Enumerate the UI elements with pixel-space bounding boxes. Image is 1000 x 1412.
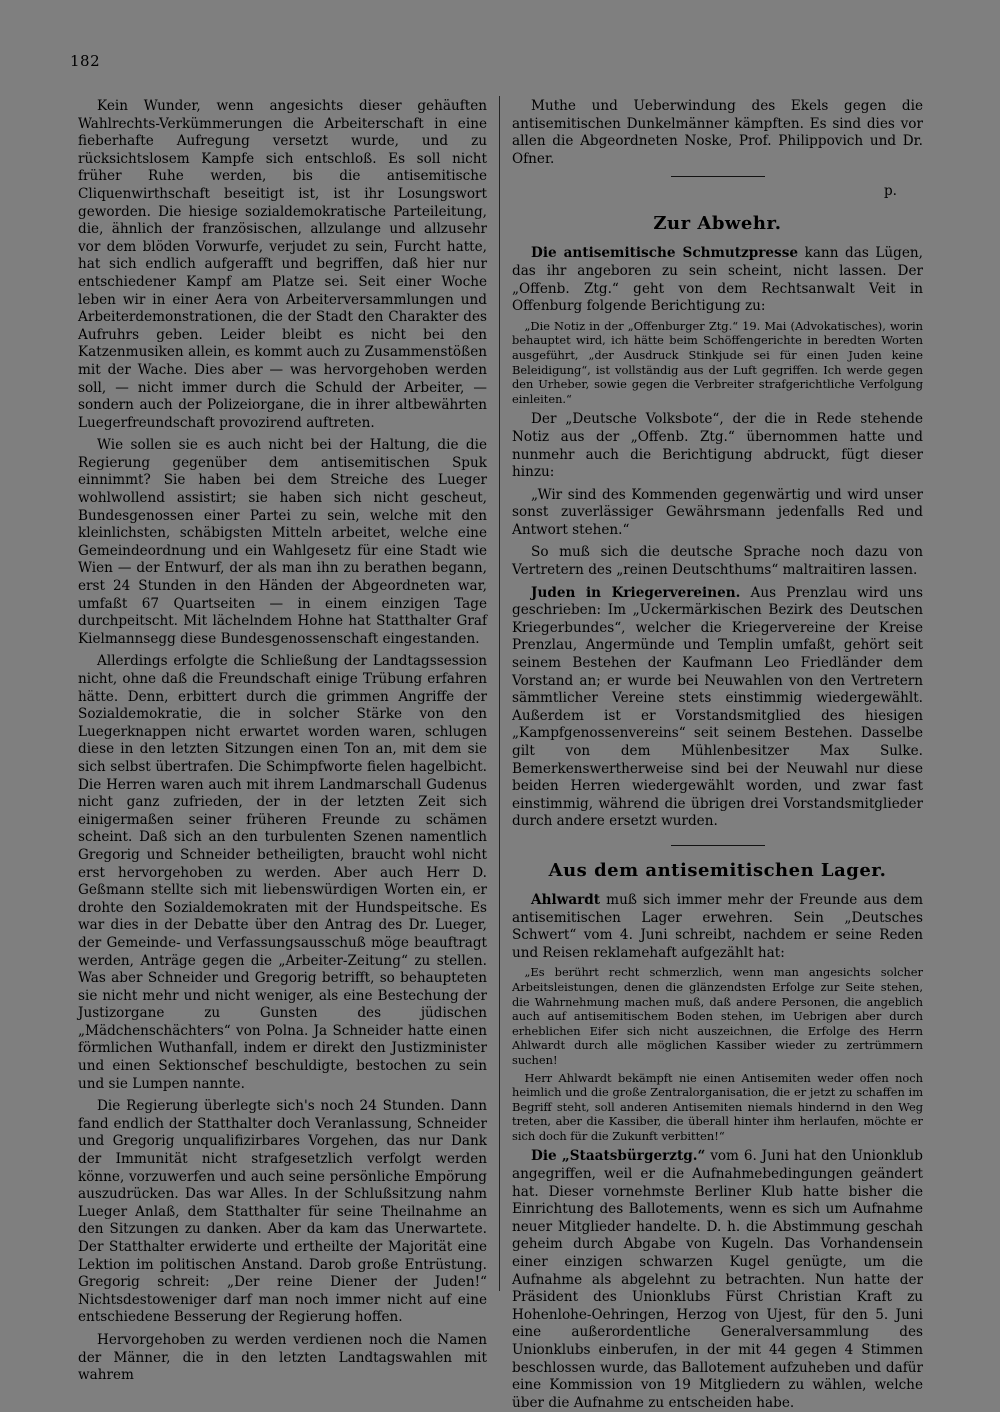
paragraph: Die Regierung überlegte sich's noch 24 Stunden. Dann fand endlich der Statthalter doch Veranlassung, Schneider und Gregorig unqualifizirbares Vorgehen, das nur Dank der Immunität nicht strafgesetzlich verfolgt werden könne, vorzuwerfen und auch seine persönliche Empörung auszudrücken. Das war Alles. In der Schlußsitzung nahm Lueger Anlaß, dem Statthalter für seine Theilnahme an den Sitzungen zu danken. Aber da kam das Unerwartete. Der Statthalter erwiderte und ertheilte der Majorität eine Lektion im politischen Anstand. Darob große Entrüstung. Gregorig schreit: „Der reine Diener der Juden!“ Nichtsdestoweniger darf man noch immer nicht auf eine entschiedene Besserung der Regierung hoffen.	[78, 1098, 487, 1326]
column-divider	[499, 96, 500, 1291]
paragraph-continued: Muthe und Ueberwindung des Ekels gegen die antisemitischen Dunkelmänner kämpften. Es sind dies vor allen die Abgeordneten Noske, Prof. Philippovich und Dr. Ofner.	[512, 98, 923, 167]
author-signature: p.	[883, 183, 897, 200]
quoted-passage: „Es berührt recht schmerzlich, wenn man angesichts solcher Arbeitsleistungen, denen die glänzendsten Erfolge zur Seite stehen, die Wahrnehmung machen muß, daß andere Personen, die angeblich auch auf antisemitischem Boden stehen, im Uebrigen aber durch erheblichen Eifer sich nicht auszeichnen, die Erfolge des Herrn Ahlwardt durch alle möglichen Kassiber wieder zu zertrümmern suchen!	[512, 965, 923, 1067]
paragraph: So muß sich die deutsche Sprache noch dazu von Vertretern des „reinen Deutschthums“ maltraitiren lassen.	[512, 544, 923, 579]
right-column	[512, 98, 923, 1412]
section-rule	[671, 176, 765, 177]
paragraph: Allerdings erfolgte die Schließung der Landtagssession nicht, ohne daß die Freundschaft einige Trübung erfahren hätte. Denn, erbittert durch die grimmen Angriffe der Sozialdemokratie, die in solcher Stärke von den Luegerknappen nicht erwartet worden waren, schlugen diese in den letzten Sitzungen einen Ton an, mit dem sie sich selbst übertrafen. Die Schimpfworte fielen hagelbicht. Die Herren waren auch mit ihrem Landmarschall Gudenus nicht ganz zufrieden, der in der letzten Zeit sich einigermaßen seiner früheren Freunde zu schämen scheint. Daß sich an den turbulenten Szenen namentlich Gregorig und Schneider betheiligten, braucht wohl nicht erst hervorgehoben zu werden. Aber auch Herr D. Geßmann stellte sich mit liebenswürdigen Worten ein, er drohte den Sozialdemokraten mit der Hundspeitsche. Es war dies in der Debatte über den Antrag des Dr. Lueger, der Gemeinde- und Verfassungsausschuß möge beauftragt werden, Anträge gegen die „Arbeiter-Zeitung“ zu stellen. Was aber Schneider und Gregorig betrifft, so behaupteten sie nicht mehr und nicht weniger, als eine Bestechung der Justizorgane zu Gunsten des jüdischen „Mädchenschächters“ von Polna. Ja Schneider hatte einen förmlichen Wuthanfall, indem er direkt den Justizminister und einen Sektionschef beschuldigte, bestochen zu sein und sie Lumpen nannte.	[78, 653, 487, 1092]
paragraph: Hervorgehoben zu werden verdienen noch die Namen der Männer, die in den letzten Landtagswahlen mit wahrem	[78, 1331, 487, 1384]
paragraph: Kein Wunder, wenn angesichts dieser gehäuften Wahlrechts-Verkümmerungen die Arbeiterschaft in eine fieberhafte Aufregung versetzt wurde, und zu rücksichtslosem Kampfe sich entschloß. Es soll nicht früher Ruhe werden, bis die antisemitische Cliquenwirthschaft beseitigt ist, ist ihr Losungswort geworden. Die hiesige sozialdemokratische Parteileitung, die, ähnlich der französischen, allzulange und allzusehr vor dem blöden Vorwurfe, verjudet zu sein, Furcht hatte, hat sich endlich aufgerafft und begriffen, daß hier nur entschiedener Kampf am Platze sei. Seit einer Woche leben wir in einer Aera von Arbeiterversammlungen und Arbeiterdemonstrationen, die der Stadt den Charakter des Aufruhrs geben. Leider bleibt es nicht bei den Katzenmusiken allein, es kommt auch zu Zusammenstößen mit der Wache. Dies aber — was hervorgehoben werden soll, — nicht immer durch die Schuld der Arbeiter, — sondern auch der Polizeiorgane, die in ihrer altbewährten Luegerfreundschaft provozirend auftreten.	[78, 98, 487, 431]
lead-in: Ahlwardt	[531, 891, 601, 908]
lead-in: Die „Staatsbürgerztg.“	[531, 1148, 706, 1165]
left-column	[78, 98, 487, 1385]
page-number: 182	[70, 52, 101, 70]
paragraph-text: vom 6. Juni hat den Unionklub angegriffen, weil er die Aufnahmebedingungen geändert hat. Dieser vornehmste Berliner Klub hatte bisher die Einrichtung des Ballotements, wenn es sich um Aufnahme neuer Mitglieder handelte. D. h. die Abstimmung geschah geheim durch Abgabe von Kugeln. Das Vorhandensein einer einzigen schwarzen Kugel genügte, um die Aufnahme als abgelehnt zu betrachten. Nun hatte der Präsident des Unionklubs Fürst Christian Kraft zu Hohenlohe-Oehringen, Herzog von Ujest, für den 5. Juni eine außerordentliche Generalversammlung des Unionklubs einberufen, in der mit 44 gegen 4 Stimmen beschlossen wurde, das Ballotement aufzuheben und dafür eine Kommission von 19 Mitgliedern zu wählen, welche über die Aufnahme zu entscheiden habe.	[512, 1148, 923, 1411]
section-heading-zur-abwehr: Zur Abwehr.	[653, 213, 782, 235]
paragraph	[512, 892, 923, 962]
quoted-passage: Herr Ahlwardt bekämpft nie einen Antisemiten weder offen noch heimlich und die große Zentralorganisation, die er jetzt zu schaffen im Begriff steht, soll anderen Antisemiten niemals hindernd in den Weg treten, aber die Kassiber, die überall hinter ihm herlaufen, möchte er sich doch für die Zukunft verbitten!“	[512, 1070, 923, 1143]
paragraph	[512, 585, 923, 831]
paragraph	[512, 1148, 923, 1412]
paragraph: Wie sollen sie es auch nicht bei der Haltung, die die Regierung gegenüber dem antisemitischen Spuk einnimmt? Sie haben bei dem Streiche des Lueger wohlwollend assistirt; sie haben sich nicht gescheut, Bundesgenossen einer Partei zu sein, welche mit den kleinlichsten, schäbigsten Mitteln arbeitet, welche eine Gemeindeordnung und ein Wahlgesetz für eine Stadt wie Wien — der Entwurf, der als man ihn zu berathen begann, erst 24 Stunden in den Händen der Abgeordneten war, umfaßt 67 Quartseiten — in einem einzigen Tage durchpeitscht. Mit lächelndem Hohne hat Statthalter Graf Kielmannsegg diese Bundesgenossenschaft eingestanden.	[78, 437, 487, 647]
quoted-correction: „Die Notiz in der „Offenburger Ztg.“ 19. Mai (Advokatisches), worin behauptet wird, ich hätte beim Schöffengerichte in beredten Worten ausgeführt, „der Ausdruck Stinkjude sei für einen Juden keine Beleidigung“, ist vollständig aus der Luft gegriffen. Ich werde gegen den Urheber, sowie gegen die Verbreiter strafgerichtliche Verfolgung einleiten.“	[512, 318, 923, 406]
quoted-paragraph: „Wir sind des Kommenden gegenwärtig und wird unser sonst zuverlässiger Gewährsmann jedenfalls Red und Antwort stehen.“	[512, 486, 923, 538]
paragraph-text: kann das Lügen, das ihr angeboren zu sein scheint, nicht lassen. Der „Offenb. Ztg.“ geht von dem Rechtsanwalt Veit in Offenburg folgende Berichtigung zu:	[512, 245, 923, 315]
paragraph	[512, 245, 923, 315]
lead-in: Die antisemitische Schmutzpresse	[531, 245, 799, 262]
paragraph: Der „Deutsche Volksbote“, der die in Rede stehende Notiz aus der „Offenb. Ztg.“ übernommen hatte und nunmehr auch die Berichtigung abdruckt, fügt dieser hinzu:	[512, 411, 923, 481]
paragraph-text: muß sich immer mehr der Freunde aus dem antisemitischen Lager erwehren. Sein „Deutsches Schwert“ vom 4. Juni schreibt, nachdem er seine Reden und Reisen reklamehaft aufgezählt hat:	[512, 891, 923, 961]
section-rule	[671, 845, 765, 846]
section-heading-aus-dem-lager: Aus dem antisemitischen Lager.	[548, 859, 887, 881]
paragraph-text: Aus Prenzlau wird uns geschrieben: Im „Uckermärkischen Bezirk des Deutschen Kriegerbundes“, welcher die Kriegervereine der Kreise Prenzlau, Angermünde und Templin umfaßt, gehört seit seinem Bestehen der Kaufmann Leo Friedländer dem Vorstand an; er wurde bei Neuwahlen von den Vertretern sämmtlicher Vereine stets einstimmig wiedergewählt. Außerdem ist er Vorstandsmitglied des hiesigen „Kampfgenossenvereins“ seit seinem Bestehen. Dasselbe gilt von dem Mühlenbesitzer Max Sulke. Bemerkenswertherweise sind bei der Neuwahl nur diese beiden Herren wiedergewählt worden, und zwar fast einstimmig, während die übrigen drei Vorstandsmitglieder durch andere ersetzt wurden.	[512, 584, 923, 830]
lead-in: Juden in Kriegervereinen.	[531, 584, 741, 601]
